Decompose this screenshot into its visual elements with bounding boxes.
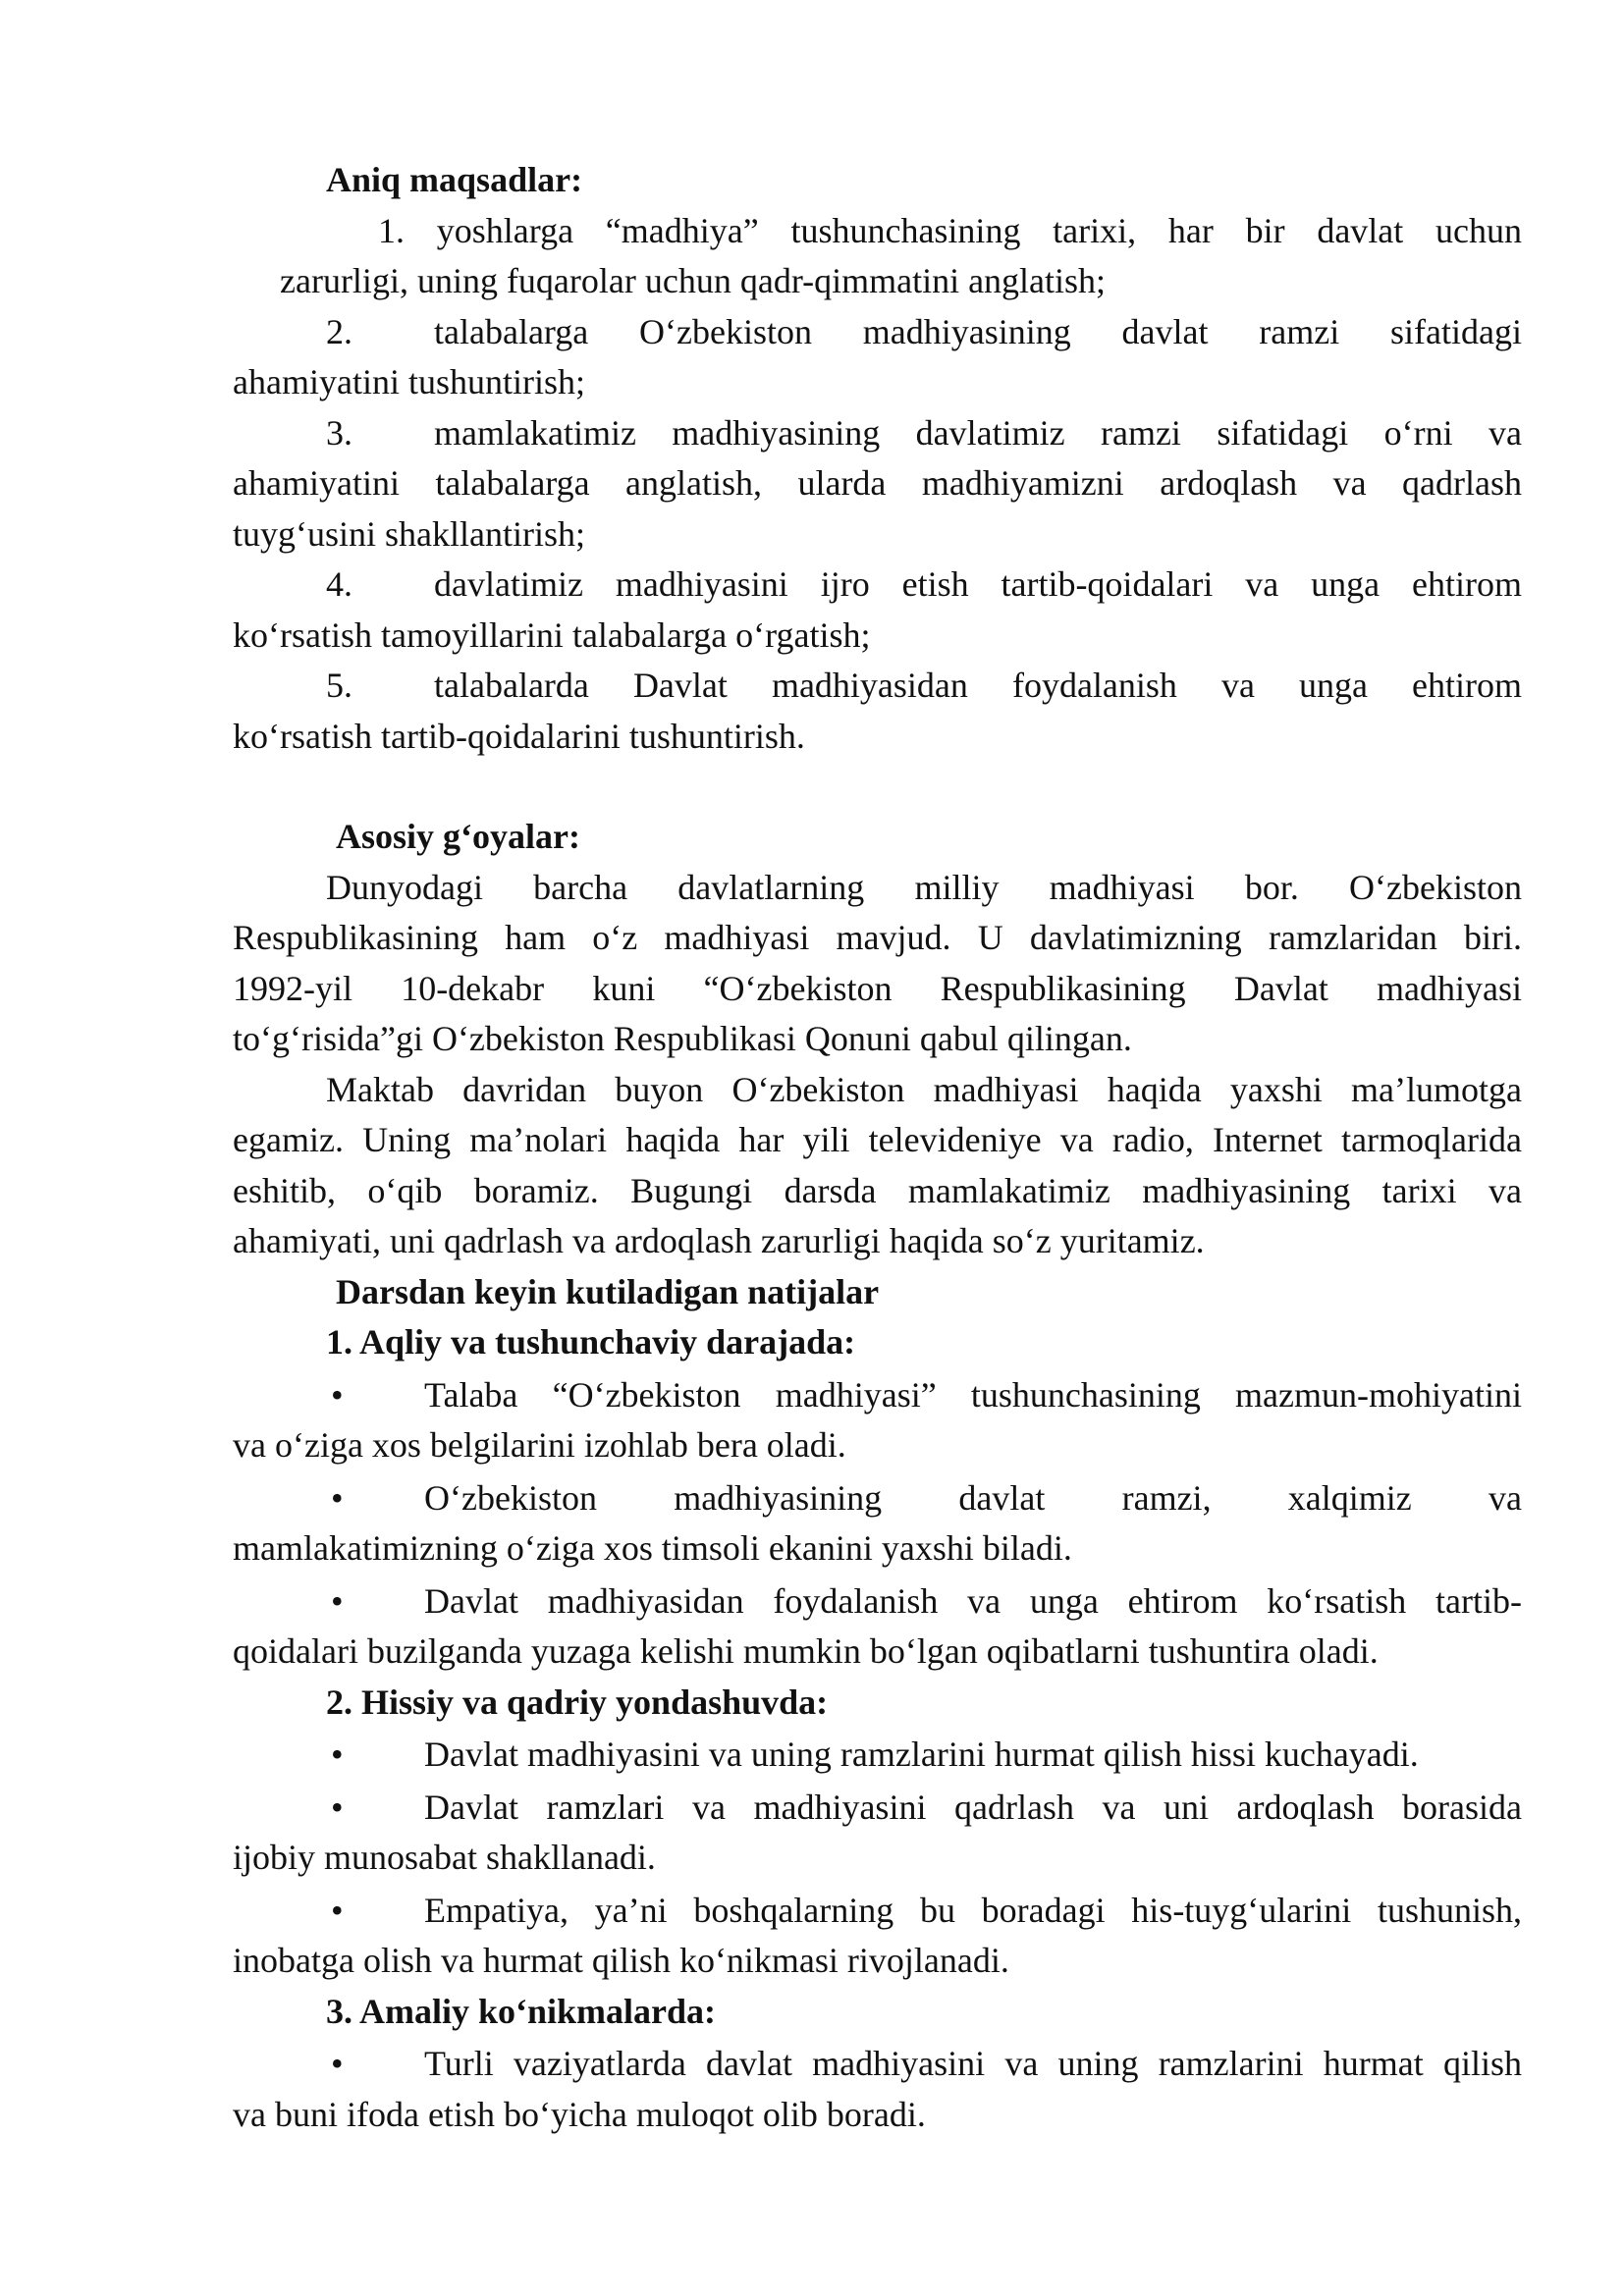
goals-heading: Aniq maqsadlar: [326,160,583,199]
goal-item-5-text-1: talabalarda Davlat madhiyasidan foydalanish va unga ehtirom [434,666,1522,705]
section-2-bullet-1-line [233,1730,1522,1781]
goal-item-2-text-2: ahamiyatini tushuntirish; [233,362,585,401]
section-2-bullet-3-line [233,1886,1522,1937]
goal-item-3-line [233,408,1522,459]
goal-item-5-number: 5. [326,666,352,705]
goal-item-5-text-2: ko‘rsatish tartib-qoidalarini tushuntirish. [233,716,805,756]
goal-item-4-text-2: ko‘rsatish tamoyillarini talabalarga o‘rgatish; [233,614,871,655]
goal-item-3-text-3: tuyg‘usini shakllantirish; [233,513,585,554]
bullet-icon: • [331,1787,344,1827]
section-2-bullet-2-text-2: ijobiy munosabat shakllanadi. [233,1838,656,1877]
goal-item-1-line [233,206,1522,257]
goal-item-2-line [233,307,1522,358]
goal-item-1-text-1: yoshlarga “madhiya” tushunchasining tarixi, har bir davlat uchun [436,210,1523,250]
section-2-bullet-2-line [233,1783,1522,1834]
section-1-bullet-2-line [233,1473,1522,1524]
section-1-bullet-2-text-2: mamlakatimizning o‘ziga xos timsoli ekanini yaxshi biladi. [233,1528,1072,1568]
goal-item-1-text-2: zarurligi, uning fuqarolar uchun qadr-qimmatini anglatish; [280,261,1107,300]
section-1-bullet-1-text-2: va o‘ziga xos belgilarini izohlab bera oladi. [233,1425,846,1465]
ideas-heading: Asosiy g‘oyalar: [336,817,580,856]
bullet-icon: • [331,2044,344,2083]
section-2-bullet-3-text-2: inobatga olish va hurmat qilish ko‘nikmasi rivojlanadi. [233,1941,1009,1980]
section-2-bullet-1-text-1: Davlat madhiyasini va uning ramzlarini hurmat qilish hissi kuchayadi. [424,1735,1419,1774]
goal-item-3-text-1: mamlakatimiz madhiyasining davlatimiz ramzi sifatidagi o‘rni va [434,412,1522,453]
goal-item-2 [233,307,1522,408]
goal-item-5-line [233,661,1522,712]
bullet-icon: • [331,1374,344,1415]
document-page [233,155,1522,2140]
ideas-paragraph-2-line-2: egamiz. Uning ma’nolari haqida har yili televideniye va radio, Internet tarmoqlarida [233,1120,1522,1159]
ideas-paragraph-2 [233,1065,1522,1267]
goal-item-3-number: 3. [326,412,352,453]
results-heading: Darsdan keyin kutiladigan natijalar [336,1271,880,1311]
section-2-bullet-3 [233,1886,1522,1987]
ideas-paragraph-1-line-3: 1992-yil 10-dekabr kuni “O‘zbekiston Respublikasining Davlat madhiyasi [233,968,1522,1008]
section-3-bullet-1 [233,2039,1522,2140]
section-1-bullet-1-line [233,1370,1522,1421]
bullet-icon: • [331,1580,344,1621]
goal-item-2-number: 2. [326,311,352,351]
ideas-paragraph-2-line-3: eshitib, o‘qib boramiz. Bugungi darsda mamlakatimiz madhiyasining tarixi va [233,1170,1522,1210]
ideas-paragraph-2-line-4: ahamiyati, uni qadrlash va ardoqlash zarurligi haqida so‘z yuritamiz. [233,1221,1205,1260]
section-1-bullet-1 [233,1370,1522,1471]
results-section-1-heading: 1. Aqliy va tushunchaviy darajada: [326,1322,856,1362]
section-2-bullet-3-text-1: Empatiya, ya’ni boshqalarning bu boradagi his-tuyg‘ularini tushunish, [424,1890,1522,1930]
results-section-3-heading: 3. Amaliy ko‘nikmalarda: [326,1991,717,2031]
results-section-2-heading: 2. Hissiy va qadriy yondashuvda: [326,1682,829,1722]
section-2-bullet-2-text-1: Davlat ramzlari va madhiyasini qadrlash va uni ardoqlash borasida [424,1787,1522,1827]
section-1-bullet-2-text-1: O‘zbekiston madhiyasining davlat ramzi, xalqimiz va [424,1477,1522,1518]
goal-item-4-text-1: davlatimiz madhiyasini ijro etish tartib-qoidalari va unga ehtirom [434,564,1522,604]
section-1-bullet-3-text-1: Davlat madhiyasidan foydalanish va unga ehtirom ko‘rsatish tartib- [424,1580,1522,1621]
section-1-bullet-3-line [233,1576,1522,1628]
section-2-bullet-2 [233,1783,1522,1884]
bullet-icon: • [331,1477,344,1518]
bullet-icon: • [331,1735,344,1774]
bullet-icon: • [331,1890,344,1930]
goal-item-4-line [233,560,1522,611]
goal-item-4-number: 4. [326,564,352,604]
section-3-bullet-1-line [233,2039,1522,2090]
section-3-bullet-1-text-1: Turli vaziyatlarda davlat madhiyasini va uning ramzlarini hurmat qilish [424,2044,1522,2083]
goal-item-5 [233,661,1522,762]
section-1-bullet-3 [233,1576,1522,1678]
ideas-paragraph-1-line-4: to‘g‘risida”gi O‘zbekiston Respublikasi Qonuni qabul qilingan. [233,1019,1132,1058]
goal-item-1 [233,206,1522,307]
goal-item-3-text-2: ahamiyatini talabalarga anglatish, ularda madhiyamizni ardoqlash va qadrlash [233,463,1522,503]
section-2-bullet-1 [233,1730,1522,1781]
ideas-paragraph-1-line-2: Respublikasining ham o‘z madhiyasi mavjud. U davlatimizning ramzlaridan biri. [233,918,1522,957]
goal-item-3 [233,408,1522,561]
goal-item-2-text-1: talabalarga O‘zbekiston madhiyasining davlat ramzi sifatidagi [434,311,1522,351]
section-1-bullet-3-text-2: qoidalari buzilganda yuzaga kelishi mumkin bo‘lgan oqibatlarni tushuntira oladi. [233,1631,1379,1671]
section-1-bullet-2 [233,1473,1522,1575]
ideas-paragraph-2-line-1: Maktab davridan buyon O‘zbekiston madhiyasi haqida yaxshi ma’lumotga [326,1069,1522,1109]
section-1-bullet-1-text-1: Talaba “O‘zbekiston madhiyasi” tushunchasining mazmun-mohiyatini [424,1374,1522,1415]
section-3-bullet-1-text-2: va buni ifoda etish bo‘yicha muloqot olib boradi. [233,2094,926,2134]
goal-item-4 [233,560,1522,661]
ideas-paragraph-1-line-1: Dunyodagi barcha davlatlarning milliy madhiyasi bor. O‘zbekiston [326,867,1522,907]
goal-item-1-number: 1. [378,210,405,250]
ideas-paragraph-1 [233,863,1522,1065]
